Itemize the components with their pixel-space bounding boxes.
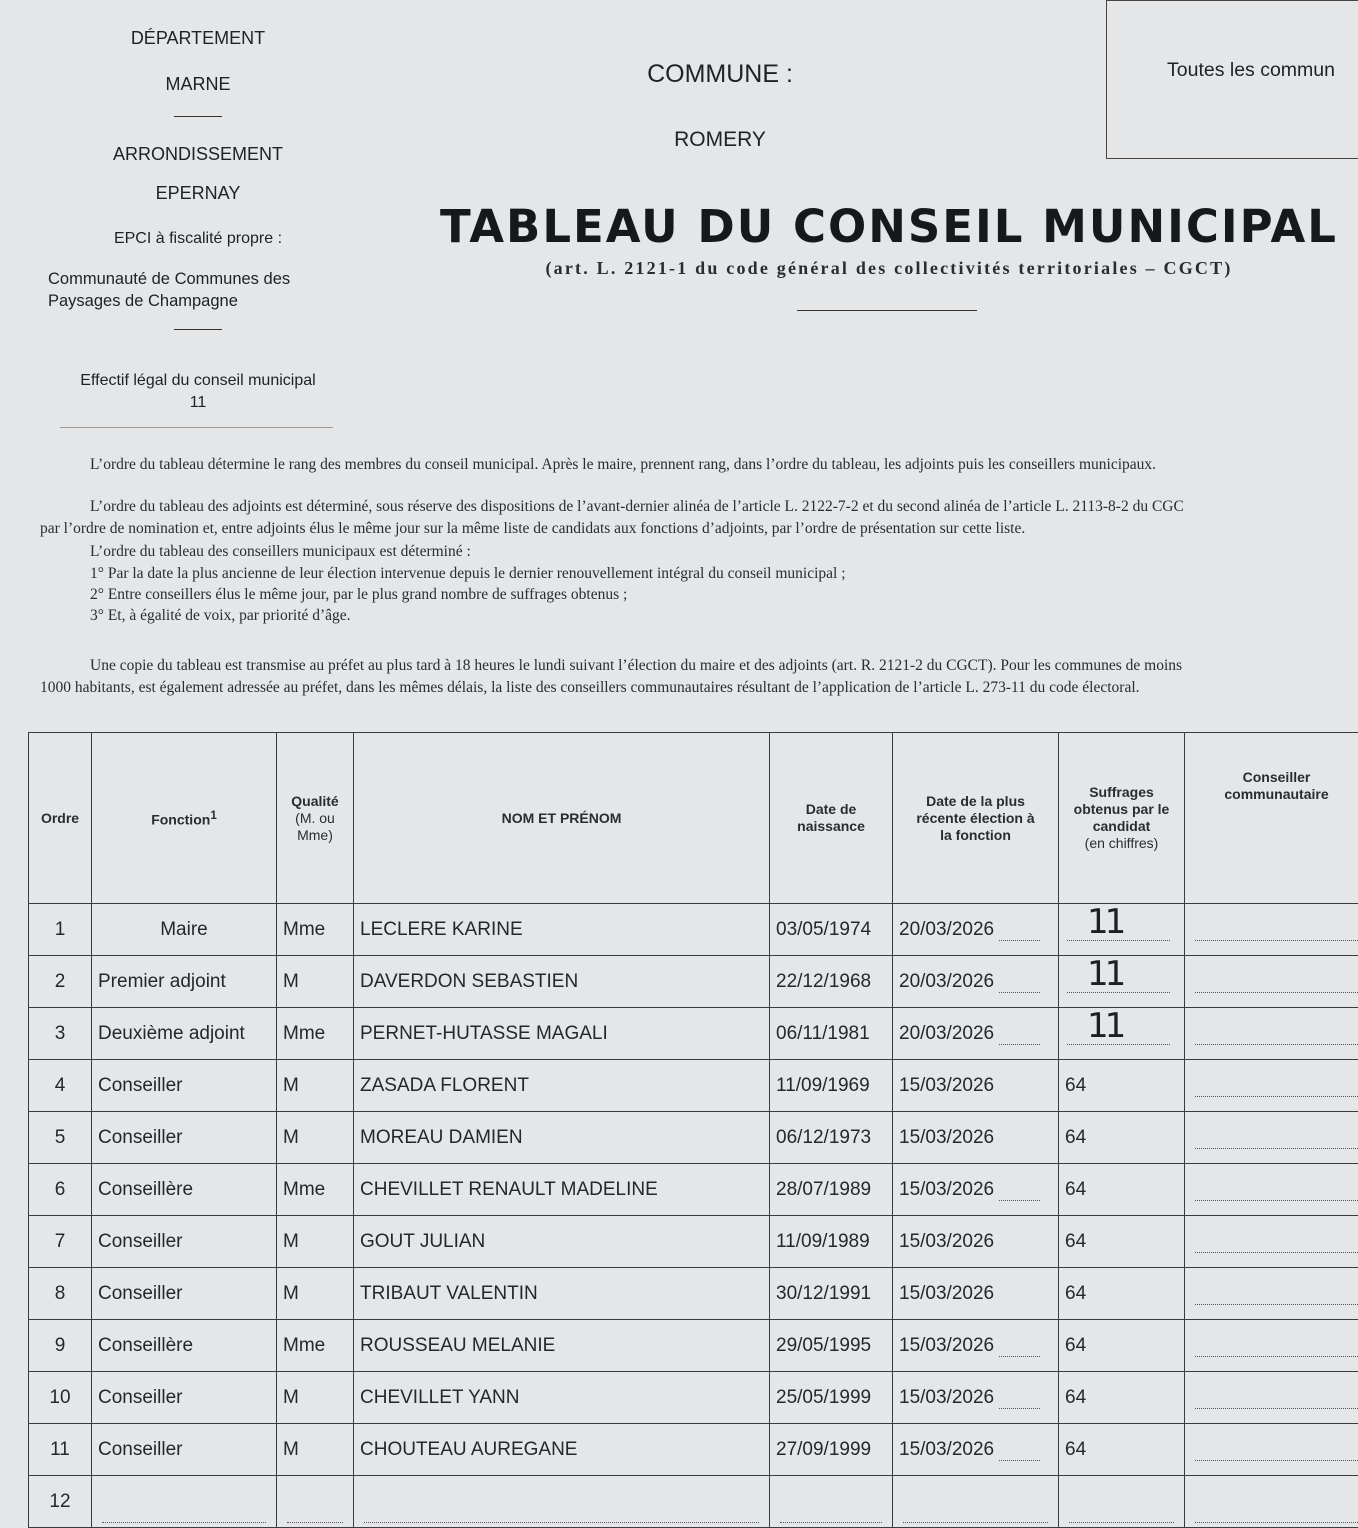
cell-election-text: 20/03/2026 (899, 971, 994, 992)
cell-suffrages-text: 64 (1065, 1283, 1086, 1304)
header-suffrages-line3: candidat (1065, 818, 1178, 835)
page-title: TABLEAU DU CONSEIL MUNICIPAL (420, 200, 1358, 253)
cell-suffrages (1059, 1164, 1185, 1216)
paragraph-7b: 1000 habitants, est également adressée au préfet, dans les mêmes délais, la liste des conseillers communautaires résultant de l’application de l’article L. 273-11 du code électoral. (40, 677, 1358, 698)
header-naissance (770, 733, 893, 904)
cell-communautaire (1185, 1060, 1358, 1112)
cell-naissance-text: 22/12/1968 (776, 971, 871, 992)
paragraph-2b: par l’ordre de nomination et, entre adjoints élus le même jour sur la même liste de candidats aux fonctions d’adjoints, par l’ordre de présentation sur cette liste. (40, 518, 1358, 539)
dotted-line (1195, 1096, 1358, 1097)
cell-nom (354, 1268, 770, 1320)
cell-election-text: 15/03/2026 (899, 1439, 994, 1460)
cell-ordre-text: 6 (55, 1179, 66, 1200)
cell-election-text: 15/03/2026 (899, 1335, 994, 1356)
cell-fonction-text: Conseillère (98, 1179, 193, 1200)
cell-qualite-text: M (283, 1439, 299, 1460)
cell-suffrages (1059, 904, 1185, 956)
cell-nom (354, 1008, 770, 1060)
cell-naissance (770, 904, 893, 956)
paragraph-5: 2° Entre conseillers élus le même jour, par le plus grand nombre de suffrages obtenus ; (40, 584, 1358, 605)
cell-qualite-text: M (283, 1127, 299, 1148)
cell-fonction (92, 1164, 277, 1216)
table-row (29, 1008, 1358, 1060)
cell-election-text: 15/03/2026 (899, 1387, 994, 1408)
cell-ordre-text: 10 (49, 1387, 70, 1408)
handwritten-suffrages: 11 (1087, 956, 1122, 995)
cell-suffrages-text: 64 (1065, 1179, 1086, 1200)
dotted-line (1067, 1044, 1170, 1045)
dotted-line (1195, 1522, 1358, 1523)
commune-type-text: Toutes les commun (1167, 59, 1335, 82)
dotted-line (1195, 1408, 1358, 1409)
cell-qualite (277, 1320, 354, 1372)
cell-qualite-text: Mme (283, 1335, 325, 1356)
cell-fonction-text: Maire (160, 919, 208, 940)
departement-label: DÉPARTEMENT (40, 28, 356, 49)
divider (174, 329, 222, 330)
cell-qualite (277, 1060, 354, 1112)
cell-nom-text: CHOUTEAU AUREGANE (360, 1439, 577, 1460)
cell-qualite-text: M (283, 971, 299, 992)
cell-suffrages-text: 64 (1065, 1439, 1086, 1460)
cell-naissance-text: 27/09/1999 (776, 1439, 871, 1460)
header-fonction-text: Fonction (151, 812, 210, 828)
cell-nom-text: GOUT JULIAN (360, 1231, 485, 1252)
cell-nom-text: PERNET-HUTASSE MAGALI (360, 1023, 608, 1044)
cell-ordre-text: 8 (55, 1283, 66, 1304)
cell-fonction (92, 1424, 277, 1476)
cell-nom-text: CHEVILLET RENAULT MADELINE (360, 1179, 658, 1200)
cell-ordre (29, 1164, 92, 1216)
page-subtitle: (art. L. 2121-1 du code général des collectivités territoriales – CGCT) (420, 258, 1358, 279)
divider (60, 427, 333, 428)
cell-naissance-text: 03/05/1974 (776, 919, 871, 940)
effectif-value: 11 (40, 392, 356, 414)
cell-election (893, 1268, 1059, 1320)
cell-election (893, 1112, 1059, 1164)
effectif-label: Effectif légal du conseil municipal (40, 370, 356, 392)
dotted-line (999, 1408, 1040, 1409)
cell-election-text: 20/03/2026 (899, 1023, 994, 1044)
cell-nom-text: MOREAU DAMIEN (360, 1127, 523, 1148)
cell-ordre (29, 1268, 92, 1320)
header-communautaire (1185, 733, 1358, 904)
dotted-line (999, 1356, 1040, 1357)
epci-line-2: Paysages de Champagne (48, 290, 290, 312)
cell-nom (354, 904, 770, 956)
cell-suffrages (1059, 1060, 1185, 1112)
cell-election-text: 15/03/2026 (899, 1179, 994, 1200)
cell-election (893, 1216, 1059, 1268)
cell-communautaire (1185, 1268, 1358, 1320)
cell-naissance (770, 1216, 893, 1268)
epci-line-1: Communauté de Communes des (48, 268, 290, 290)
cell-qualite (277, 1372, 354, 1424)
cell-ordre (29, 1476, 92, 1528)
cell-ordre-text: 11 (50, 1439, 70, 1460)
cell-qualite-text: Mme (283, 1179, 325, 1200)
cell-naissance (770, 1164, 893, 1216)
cell-communautaire (1185, 1008, 1358, 1060)
cell-suffrages-text: 64 (1065, 1335, 1086, 1356)
cell-fonction-text: Conseiller (98, 1439, 182, 1460)
header-election (893, 733, 1059, 904)
cell-qualite-text: M (283, 1231, 299, 1252)
cell-ordre (29, 1320, 92, 1372)
cell-naissance-text: 06/12/1973 (776, 1127, 871, 1148)
cell-election (893, 1008, 1059, 1060)
cell-fonction (92, 1320, 277, 1372)
cell-ordre-text: 2 (55, 971, 66, 992)
cell-election-text: 15/03/2026 (899, 1127, 994, 1148)
cell-suffrages-text: 64 (1065, 1075, 1086, 1096)
handwritten-suffrages: 11 (1087, 1008, 1122, 1047)
paragraph-1: L’ordre du tableau détermine le rang des membres du conseil municipal. Après le maire, prennent rang, dans l’ordre du tableau, les adjoints puis les conseillers municipaux. (40, 454, 1358, 475)
cell-ordre-text: 5 (55, 1127, 66, 1148)
cell-election-text: 15/03/2026 (899, 1283, 994, 1304)
cell-election (893, 1372, 1059, 1424)
cell-naissance-text: 25/05/1999 (776, 1387, 871, 1408)
cell-ordre (29, 1216, 92, 1268)
cell-qualite (277, 956, 354, 1008)
cell-qualite (277, 1268, 354, 1320)
paragraph-6: 3° Et, à égalité de voix, par priorité d’âge. (40, 605, 1358, 626)
cell-ordre-text: 12 (49, 1491, 70, 1512)
cell-nom (354, 1372, 770, 1424)
header-ordre (29, 733, 92, 904)
cell-qualite-text: Mme (283, 1023, 325, 1044)
footnote-marker: 1 (210, 809, 216, 822)
cell-fonction (92, 1268, 277, 1320)
cell-fonction-text: Premier adjoint (98, 971, 226, 992)
cell-communautaire (1185, 956, 1358, 1008)
cell-naissance (770, 1060, 893, 1112)
cell-nom (354, 1164, 770, 1216)
header-qualite-sub1: (M. ou (283, 810, 347, 827)
cell-qualite (277, 1164, 354, 1216)
cell-communautaire (1185, 1216, 1358, 1268)
table-row (29, 1320, 1358, 1372)
dotted-line (1195, 1148, 1358, 1149)
title-underline (797, 310, 977, 311)
epci-label: EPCI à fiscalité propre : (40, 230, 356, 248)
cell-nom-text: DAVERDON SEBASTIEN (360, 971, 578, 992)
cell-nom (354, 1476, 770, 1528)
cell-fonction (92, 1216, 277, 1268)
dotted-line (287, 1522, 343, 1523)
cell-suffrages (1059, 1008, 1185, 1060)
cell-suffrages (1059, 956, 1185, 1008)
cell-suffrages (1059, 1112, 1185, 1164)
header-communautaire-line1: Conseiller (1191, 769, 1358, 786)
cell-fonction-text: Conseiller (98, 1387, 182, 1408)
cell-ordre (29, 956, 92, 1008)
cell-fonction (92, 1060, 277, 1112)
table-row (29, 1216, 1358, 1268)
cell-communautaire (1185, 1424, 1358, 1476)
header-qualite-text: Qualité (283, 793, 347, 810)
cell-suffrages-text: 64 (1065, 1387, 1086, 1408)
commune-value: ROMERY (560, 128, 880, 152)
cell-nom (354, 1060, 770, 1112)
cell-suffrages (1059, 1216, 1185, 1268)
cell-nom (354, 1320, 770, 1372)
table-row (29, 1424, 1358, 1476)
divider (174, 116, 222, 117)
cell-fonction (92, 956, 277, 1008)
cell-fonction (92, 1112, 277, 1164)
cell-qualite (277, 904, 354, 956)
cell-election (893, 1424, 1059, 1476)
cell-naissance (770, 1424, 893, 1476)
header-suffrages (1059, 733, 1185, 904)
cell-suffrages (1059, 1320, 1185, 1372)
dotted-line (999, 1044, 1040, 1045)
cell-fonction (92, 1008, 277, 1060)
dotted-line (1195, 1460, 1358, 1461)
cell-ordre-text: 9 (55, 1335, 66, 1356)
cell-qualite-text: M (283, 1075, 299, 1096)
cell-naissance-text: 11/09/1969 (776, 1075, 870, 1096)
epci-name (48, 268, 290, 312)
arrondissement-value: EPERNAY (40, 183, 356, 204)
dotted-line (1067, 940, 1170, 941)
commune-label: COMMUNE : (560, 60, 880, 89)
dotted-line (1069, 1522, 1174, 1523)
cell-naissance (770, 1268, 893, 1320)
cell-fonction-text: Conseillère (98, 1335, 193, 1356)
paragraph-3: L’ordre du tableau des conseillers municipaux est déterminé : (40, 541, 1358, 562)
cell-qualite-text: M (283, 1387, 299, 1408)
cell-qualite (277, 1424, 354, 1476)
cell-suffrages (1059, 1268, 1185, 1320)
handwritten-suffrages: 11 (1087, 904, 1122, 943)
table-row (29, 1268, 1358, 1320)
dotted-line (1195, 1304, 1358, 1305)
cell-qualite-text: M (283, 1283, 299, 1304)
cell-naissance-text: 28/07/1989 (776, 1179, 871, 1200)
cell-qualite (277, 1476, 354, 1528)
dotted-line (999, 1460, 1040, 1461)
table-row (29, 1060, 1358, 1112)
cell-naissance (770, 1476, 893, 1528)
table-header-row (29, 733, 1358, 904)
header-election-line2: récente élection à (899, 810, 1052, 827)
cell-ordre-text: 4 (55, 1075, 66, 1096)
cell-fonction (92, 904, 277, 956)
cell-election-text: 15/03/2026 (899, 1075, 994, 1096)
cell-naissance (770, 1372, 893, 1424)
cell-nom (354, 1424, 770, 1476)
cell-suffrages (1059, 1476, 1185, 1528)
cell-election (893, 1164, 1059, 1216)
cell-nom (354, 956, 770, 1008)
cell-naissance (770, 956, 893, 1008)
cell-fonction (92, 1372, 277, 1424)
header-election-line1: Date de la plus (899, 793, 1052, 810)
commune-type-box (1106, 0, 1358, 159)
table-row (29, 904, 1358, 956)
table-row (29, 956, 1358, 1008)
cell-communautaire (1185, 1164, 1358, 1216)
table-row (29, 1112, 1358, 1164)
cell-election (893, 956, 1059, 1008)
header-qualite (277, 733, 354, 904)
paragraph-2a: L’ordre du tableau des adjoints est déterminé, sous réserve des dispositions de l’avant-dernier alinéa de l’article L. 2122-7-2 et du second alinéa de l’article L. 2113-8-2 du CGC (40, 496, 1358, 517)
cell-communautaire (1185, 904, 1358, 956)
cell-naissance-text: 11/09/1989 (776, 1231, 870, 1252)
cell-ordre-text: 7 (55, 1231, 66, 1252)
header-naissance-line1: Date de (776, 801, 886, 818)
dotted-line (1195, 1200, 1358, 1201)
cell-suffrages (1059, 1372, 1185, 1424)
arrondissement-label: ARRONDISSEMENT (40, 144, 356, 165)
cell-qualite (277, 1112, 354, 1164)
header-qualite-sub2: Mme) (283, 827, 347, 844)
header-nom-text: NOM ET PRÉNOM (502, 810, 622, 826)
cell-nom (354, 1216, 770, 1268)
cell-nom-text: ZASADA FLORENT (360, 1075, 529, 1096)
cell-fonction-text: Conseiller (98, 1075, 182, 1096)
cell-fonction-text: Conseiller (98, 1231, 182, 1252)
dotted-line (999, 992, 1040, 993)
dotted-line (999, 1200, 1040, 1201)
dotted-line (1195, 1044, 1358, 1045)
dotted-line (1195, 940, 1358, 941)
cell-election (893, 1320, 1059, 1372)
cell-nom-text: TRIBAUT VALENTIN (360, 1283, 538, 1304)
cell-naissance-text: 29/05/1995 (776, 1335, 871, 1356)
cell-nom-text: LECLERE KARINE (360, 919, 523, 940)
cell-election (893, 904, 1059, 956)
header-fonction (92, 733, 277, 904)
cell-ordre-text: 1 (55, 919, 66, 940)
dotted-line (364, 1522, 759, 1523)
header-election-line3: la fonction (899, 827, 1052, 844)
departement-value: MARNE (40, 74, 356, 95)
dotted-line (1195, 992, 1358, 993)
cell-fonction-text: Conseiller (98, 1127, 182, 1148)
cell-qualite (277, 1216, 354, 1268)
cell-naissance-text: 06/11/1981 (776, 1023, 870, 1044)
cell-election (893, 1476, 1059, 1528)
paragraph-7a: Une copie du tableau est transmise au préfet au plus tard à 18 heures le lundi suivant l’élection du maire et des adjoints (art. R. 2121-2 du CGCT). Pour les communes de moins (40, 655, 1358, 676)
cell-election-text: 20/03/2026 (899, 919, 994, 940)
header-suffrages-line4: (en chiffres) (1065, 835, 1178, 852)
header-ordre-text: Ordre (41, 810, 79, 826)
dotted-line (102, 1522, 266, 1523)
cell-election (893, 1060, 1059, 1112)
cell-communautaire (1185, 1320, 1358, 1372)
cell-fonction-text: Deuxième adjoint (98, 1023, 245, 1044)
cell-nom (354, 1112, 770, 1164)
dotted-line (1195, 1252, 1358, 1253)
cell-suffrages-text: 64 (1065, 1127, 1086, 1148)
cell-ordre (29, 1008, 92, 1060)
cell-communautaire (1185, 1372, 1358, 1424)
paragraph-4: 1° Par la date la plus ancienne de leur élection intervenue depuis le dernier renouvellement intégral du conseil municipal ; (40, 563, 1358, 584)
cell-ordre (29, 904, 92, 956)
cell-suffrages (1059, 1424, 1185, 1476)
cell-ordre (29, 1424, 92, 1476)
header-naissance-line2: naissance (776, 818, 886, 835)
cell-ordre (29, 1060, 92, 1112)
cell-qualite (277, 1008, 354, 1060)
cell-suffrages-text: 64 (1065, 1231, 1086, 1252)
dotted-line (1195, 1356, 1358, 1357)
cell-fonction-text: Conseiller (98, 1283, 182, 1304)
cell-ordre (29, 1112, 92, 1164)
cell-ordre-text: 3 (55, 1023, 66, 1044)
dotted-line (999, 940, 1040, 941)
dotted-line (780, 1522, 882, 1523)
dotted-line (1067, 992, 1170, 993)
cell-qualite-text: Mme (283, 919, 325, 940)
cell-communautaire (1185, 1112, 1358, 1164)
header-suffrages-line2: obtenus par le (1065, 801, 1178, 818)
header-communautaire-line2: communautaire (1191, 786, 1358, 803)
cell-election-text: 15/03/2026 (899, 1231, 994, 1252)
cell-naissance (770, 1008, 893, 1060)
effectif-block (40, 370, 356, 414)
council-table (28, 732, 1358, 1528)
cell-ordre (29, 1372, 92, 1424)
table-row (29, 1164, 1358, 1216)
table-row (29, 1372, 1358, 1424)
cell-fonction (92, 1476, 277, 1528)
cell-nom-text: ROUSSEAU MELANIE (360, 1335, 555, 1356)
cell-naissance-text: 30/12/1991 (776, 1283, 871, 1304)
cell-naissance (770, 1112, 893, 1164)
cell-naissance (770, 1320, 893, 1372)
header-nom (354, 733, 770, 904)
table-row (29, 1476, 1358, 1528)
cell-communautaire (1185, 1476, 1358, 1528)
dotted-line (903, 1522, 1048, 1523)
cell-nom-text: CHEVILLET YANN (360, 1387, 519, 1408)
header-suffrages-line1: Suffrages (1065, 784, 1178, 801)
